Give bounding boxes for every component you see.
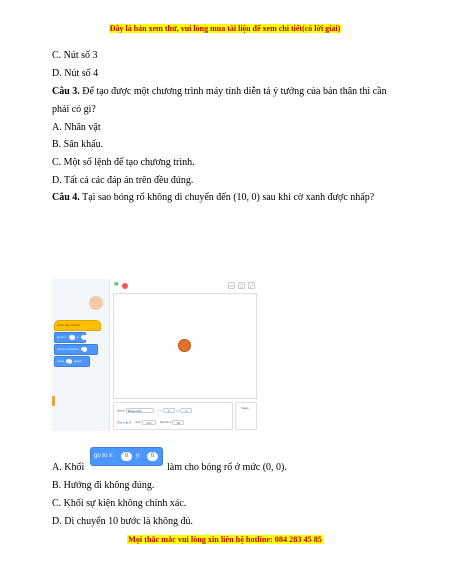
- move-steps-block: move 10 steps: [54, 356, 90, 367]
- stop-icon: [122, 283, 128, 289]
- stage-pane: Stage: [235, 402, 257, 430]
- basketball-sprite: [178, 339, 191, 352]
- q3-option-c: C. Một số lệnh để tạo chương trình.: [52, 157, 195, 168]
- point-in-direction-block: point in direction 90: [54, 344, 98, 355]
- go-to-xy-block-inline: go to x: 0 y: 0: [90, 447, 163, 466]
- green-flag-icon: ⚑: [113, 281, 120, 289]
- go-to-xy-block: go to x: 0 y: 0: [54, 332, 86, 343]
- q4-option-d: D. Di chuyển 10 bước là không đủ.: [52, 516, 193, 527]
- option-c-prev: C. Nút số 3: [52, 50, 98, 61]
- scratch-screenshot: [52, 279, 260, 431]
- preview-banner: Đây là bản xem thử, vui lòng mua tài liệu để xem chi tiết(có lời giải): [109, 24, 341, 33]
- q4-option-b: B. Hướng đi không đúng.: [52, 480, 155, 491]
- q4-option-a-suffix: làm cho bóng rổ ở mức (0, 0).: [167, 462, 287, 473]
- question-4: Câu 4. Tại sao bóng rổ không di chuyển đến (10, 0) sau khi cờ xanh được nhấp?: [52, 192, 375, 203]
- sprite-thumbnail: [89, 296, 103, 310]
- code-area: [52, 279, 110, 431]
- q3-option-a: A. Nhân vật: [52, 122, 101, 133]
- q4-option-a-prefix: A. Khối: [52, 462, 85, 473]
- sprite-info-pane: Sprite Basketball ↔ x 0 ↕ y 0 Show ◉ ⊘ Size 100 Direction 90: [113, 402, 233, 430]
- option-d-prev: D. Nút số 4: [52, 68, 99, 79]
- question-3: Câu 3. Để tạo được một chương trình máy tính diễn tả ý tưởng của bản thân thì cần: [52, 86, 387, 97]
- large-stage-icon: ▢: [239, 283, 244, 288]
- fullscreen-icon: ⤢: [249, 283, 254, 288]
- q3-option-d: D. Tất cả các đáp án trên đều đúng.: [52, 175, 194, 186]
- scrollbar: [52, 396, 55, 406]
- hotline-banner: Mọi thắc mắc vui lòng xin liên hệ hotline: 084 283 45 85: [128, 535, 322, 544]
- q4-option-c: C. Khối sự kiện không chính xác.: [52, 498, 187, 509]
- q3-option-b: B. Sân khấu.: [52, 139, 104, 150]
- small-stage-icon: ▭: [229, 283, 234, 288]
- when-flag-clicked-block: when flag clicked: [54, 320, 101, 331]
- question-3-cont: phải có gì?: [52, 104, 96, 115]
